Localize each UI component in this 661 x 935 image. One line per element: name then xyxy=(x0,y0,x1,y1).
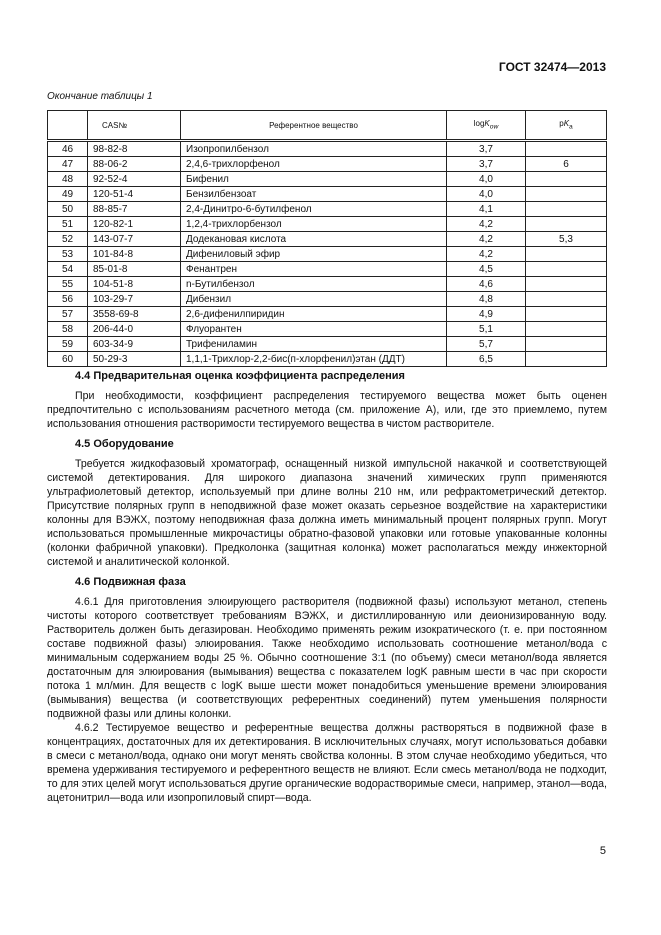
substance-name: 2,6-дифенилпиридин xyxy=(181,307,447,322)
substance-name: 1,1,1-Трихлор-2,2-бис(п-хлорфенил)этан (ДДТ) xyxy=(181,352,447,367)
logkow-value: 4,1 xyxy=(447,202,526,217)
pka-value xyxy=(526,277,607,292)
logkow-value: 4,9 xyxy=(447,307,526,322)
cas-number: 206-44-0 xyxy=(88,322,181,337)
table-row xyxy=(48,141,607,157)
logkow-value: 4,6 xyxy=(447,277,526,292)
row-number: 47 xyxy=(48,157,88,172)
header-logkow: logK$_{ow}$ xyxy=(447,111,526,141)
substance-name: 2,4,6-трихлорфенол xyxy=(181,157,447,172)
substance-name: Фенантрен xyxy=(181,262,447,277)
substance-name: Изопропилбензол xyxy=(181,141,447,157)
substance-name: Дибензил xyxy=(181,292,447,307)
header-substance: Референтное вещество xyxy=(181,111,447,141)
row-number: 50 xyxy=(48,202,88,217)
section-4-5-heading: 4.5 Оборудование xyxy=(75,438,174,450)
cas-number: 103-29-7 xyxy=(88,292,181,307)
row-number: 48 xyxy=(48,172,88,187)
table-row xyxy=(48,202,607,217)
substance-name: Додекановая кислота xyxy=(181,232,447,247)
cas-number: 104-51-8 xyxy=(88,277,181,292)
substance-name: 1,2,4-трихлорбензол xyxy=(181,217,447,232)
logkow-value: 4,2 xyxy=(447,247,526,262)
logkow-value: 4,0 xyxy=(447,187,526,202)
substance-name: Трифениламин xyxy=(181,337,447,352)
header-pka: $pK_a$ xyxy=(526,111,607,141)
cas-number: 101-84-8 xyxy=(88,247,181,262)
logkow-value: 5,7 xyxy=(447,337,526,352)
substance-name: Бензилбензоат xyxy=(181,187,447,202)
cas-number: 120-51-4 xyxy=(88,187,181,202)
table-caption: Окончание таблицы 1 xyxy=(47,91,153,102)
pka-value xyxy=(526,172,607,187)
table-row xyxy=(48,232,607,247)
cas-number: 3558-69-8 xyxy=(88,307,181,322)
table-row xyxy=(48,217,607,232)
table-row xyxy=(48,187,607,202)
cas-number: 143-07-7 xyxy=(88,232,181,247)
pka-value xyxy=(526,337,607,352)
row-number: 53 xyxy=(48,247,88,262)
cas-number: 92-52-4 xyxy=(88,172,181,187)
table-header-row xyxy=(48,111,607,141)
row-number: 46 xyxy=(48,141,88,157)
cas-number: 603-34-9 xyxy=(88,337,181,352)
cas-number: 88-85-7 xyxy=(88,202,181,217)
substance-name: Дифениловый эфир xyxy=(181,247,447,262)
standard-number: ГОСТ 32474—2013 xyxy=(498,60,606,74)
section-4-6-heading: 4.6 Подвижная фаза xyxy=(75,576,186,588)
substance-name: 2,4-Динитро-6-бутилфенол xyxy=(181,202,447,217)
substance-name: Флуорантен xyxy=(181,322,447,337)
pka-value xyxy=(526,247,607,262)
cas-number: 120-82-1 xyxy=(88,217,181,232)
table-row xyxy=(48,247,607,262)
table-row xyxy=(48,262,607,277)
table-row xyxy=(48,277,607,292)
row-number: 54 xyxy=(48,262,88,277)
cas-number: 88-06-2 xyxy=(88,157,181,172)
pka-value xyxy=(526,202,607,217)
row-number: 55 xyxy=(48,277,88,292)
logkow-value: 4,0 xyxy=(447,172,526,187)
substance-name: n-Бутилбензол xyxy=(181,277,447,292)
table-row xyxy=(48,322,607,337)
section-4-6-1-paragraph: 4.6.1 Для приготовления элюирующего растворителя (подвижной фазы) используют метанол, степень чистоты которого соответствует требованиям ВЭЖХ, и дистиллированную или деионизированную воду. Растворитель должен быть дегазирован. Необходимо применять режим изократического (т. е. при постоянном составе подвижной фазы) элюирования. Также необходимо использовать соотношение метанол/вода с минимальным содержанием воды 25 %. Обычно соотношение 3:1 (по объему) смеси метанол/вода является достаточным для элюирования (вымывания) вещества с показателем logK равным шести в час при скорости потока 1 мл/мин. Для веществ с logK выше шести может понадобиться уменьшение времени элюирования (вымывания) вещества (и соответствующих референтных соединений) путем уменьшения полярности подвижной фазы или длины колонки. xyxy=(47,596,607,720)
pka-value xyxy=(526,292,607,307)
pka-value: 5,3 xyxy=(526,232,607,247)
cas-number: 50-29-3 xyxy=(88,352,181,367)
logkow-value: 6,5 xyxy=(447,352,526,367)
logkow-value: 5,1 xyxy=(447,322,526,337)
pka-value xyxy=(526,217,607,232)
table-row xyxy=(48,157,607,172)
logkow-value: 3,7 xyxy=(447,141,526,157)
row-number: 58 xyxy=(48,322,88,337)
table-row xyxy=(48,172,607,187)
logkow-value: 4,2 xyxy=(447,217,526,232)
row-number: 56 xyxy=(48,292,88,307)
table-row xyxy=(48,307,607,322)
row-number: 49 xyxy=(48,187,88,202)
table-row xyxy=(48,292,607,307)
document-body xyxy=(47,365,607,811)
section-4-4-paragraph: При необходимости, коэффициент распределения тестируемого вещества может быть оценен предпочтительно с использованиям расчетного метода (см. приложение А), или, где это приемлемо, путем использования отношения растворимости тестируемого вещества в чистом растворителе. xyxy=(47,390,607,430)
header-cas: CAS№ xyxy=(88,111,181,141)
cas-number: 85-01-8 xyxy=(88,262,181,277)
section-4-5-paragraph: Требуется жидкофазовый хроматограф, оснащенный низкой импульсной накачкой и соответствующей системой детектирования. Для широкого диапазона значений химических групп применяются ультрафиолетовый детектор, используемый при длине волны 210 нм, или рефрактометрический детектор. Присутствие полярных групп в неподвижной фазе может оказать серьезное воздействие на характеристики колонны для ВЭЖХ, поэтому неподвижная фаза должна иметь минимальный процент полярных групп. Могут использоваться промышленные микрочастицы обратно-фазовой упаковки или готовые упакованные колонны (колонки фабричной упаковки). Предколонка (защитная колонка) может располагаться между инжекторной системой и аналитической колонкой. xyxy=(47,458,607,568)
row-number: 57 xyxy=(48,307,88,322)
substance-name: Бифенил xyxy=(181,172,447,187)
row-number: 52 xyxy=(48,232,88,247)
pka-value: 6 xyxy=(526,157,607,172)
logkow-value: 4,2 xyxy=(447,232,526,247)
logkow-value: 3,7 xyxy=(447,157,526,172)
header-number xyxy=(48,111,88,141)
row-number: 60 xyxy=(48,352,88,367)
reference-substances-table xyxy=(47,110,607,367)
page-number: 5 xyxy=(599,845,606,857)
section-4-6-2-paragraph: 4.6.2 Тестируемое вещество и референтные вещества должны растворяться в подвижной фазе в концентрациях, достаточных для их детектирования. В исключительных случаях, могут использоваться добавки в смеси с метанол/вода, однако они могут менять свойства колонны. В этом случае необходимо убедиться, что времена удерживания тестируемого и референтного веществ не влияют. Если смесь метанол/вода не подходит, то для этих целей могут использоваться другие органические водорастворимые смеси, например, этанол—вода, ацетонитрил—вода или изопропиловый спирт—вода. xyxy=(47,722,607,804)
row-number: 59 xyxy=(48,337,88,352)
section-4-4-heading: 4.4 Предварительная оценка коэффициента распределения xyxy=(75,370,405,382)
logkow-value: 4,8 xyxy=(447,292,526,307)
table-row xyxy=(48,337,607,352)
logkow-value: 4,5 xyxy=(447,262,526,277)
pka-value xyxy=(526,262,607,277)
cas-number: 98-82-8 xyxy=(88,141,181,157)
row-number: 51 xyxy=(48,217,88,232)
pka-value xyxy=(526,187,607,202)
pka-value xyxy=(526,307,607,322)
pka-value xyxy=(526,141,607,157)
pka-value xyxy=(526,322,607,337)
